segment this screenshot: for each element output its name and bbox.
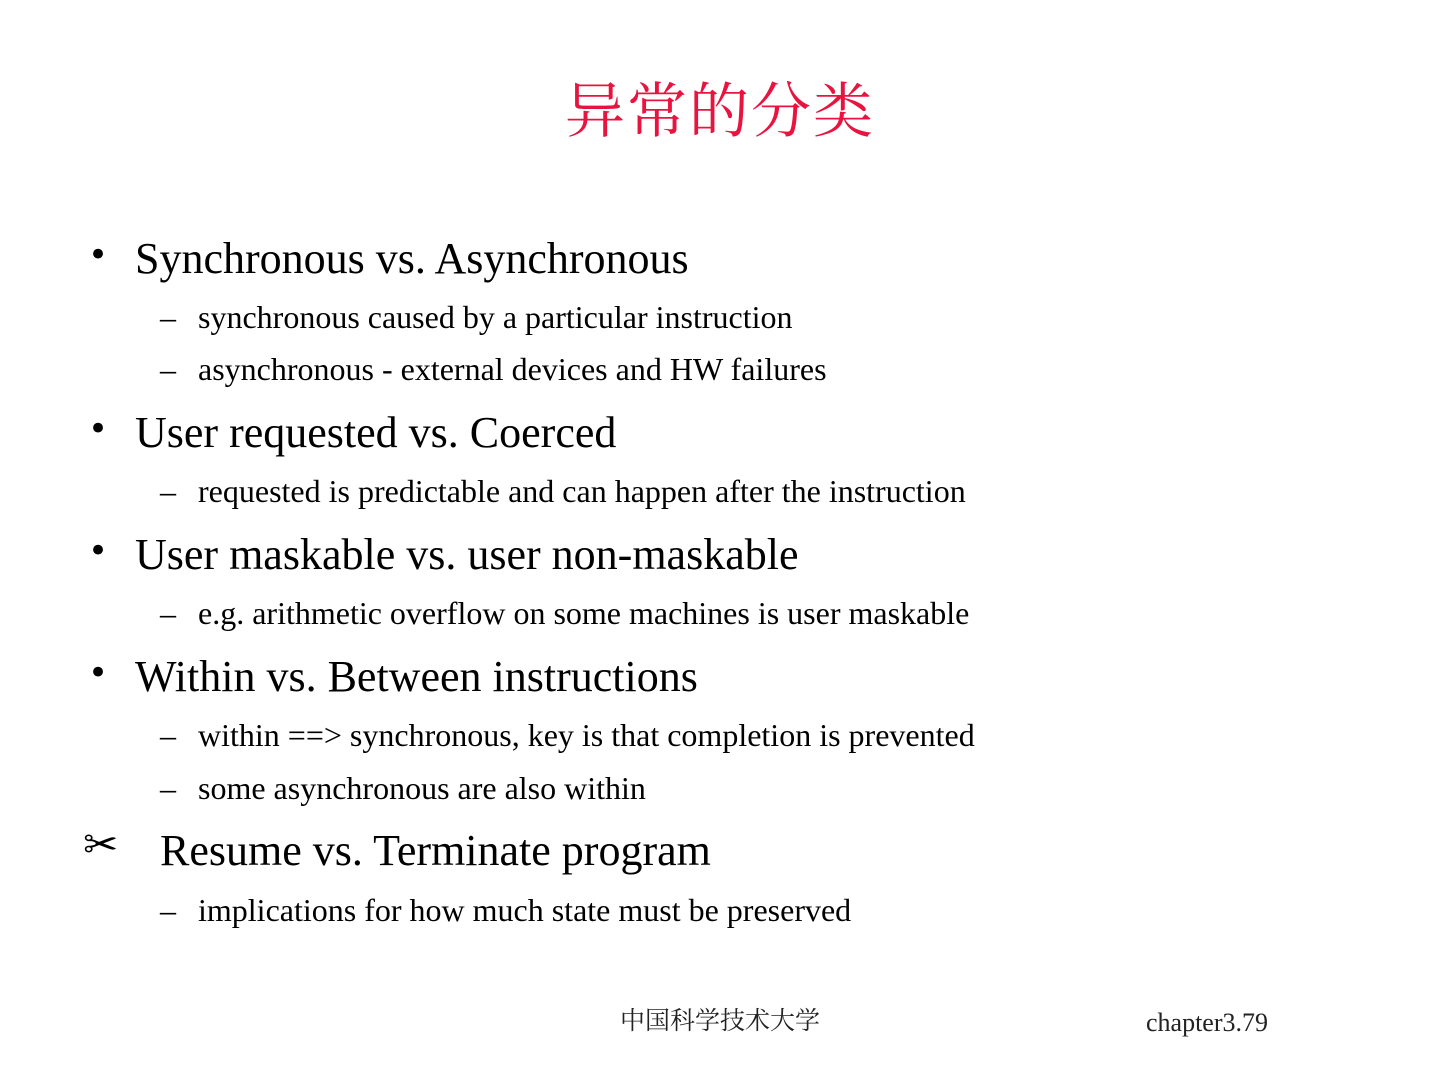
sub-bullet-text: e.g. arithmetic overflow on some machines is user maskable (198, 595, 970, 631)
bullet-text: User maskable vs. user non-maskable (135, 530, 799, 579)
dash-icon: – (160, 770, 176, 806)
bullet-dot-icon: • (88, 235, 109, 275)
bullet-text: Synchronous vs. Asynchronous (135, 234, 689, 283)
bullet-dot-icon: • (88, 409, 109, 449)
dash-icon: – (160, 595, 176, 631)
sub-bullet-text: within ==> synchronous, key is that completion is prevented (198, 717, 975, 753)
bullet-text: Resume vs. Terminate program (160, 826, 711, 875)
sub-bullet-text: requested is predictable and can happen after the instruction (198, 473, 966, 509)
dash-icon: – (160, 717, 176, 753)
sub-bullet-text: some asynchronous are also within (198, 770, 646, 806)
bullet-text: User requested vs. Coerced (135, 408, 617, 457)
bullet-dot-icon: • (88, 531, 109, 571)
dash-icon: – (160, 473, 176, 509)
slide-title: 异常的分类 (565, 77, 875, 147)
dash-icon: – (160, 892, 176, 928)
sub-bullet-text: asynchronous - external devices and HW failures (198, 351, 827, 387)
footer-page-number: chapter3.79 (1145, 1008, 1268, 1037)
scissors-icon: ✂ (83, 822, 119, 868)
sub-bullet-text: implications for how much state must be preserved (198, 892, 852, 928)
bullet-dot-icon: • (88, 653, 109, 693)
bullet-text: Within vs. Between instructions (135, 652, 698, 701)
sub-bullet-text: synchronous caused by a particular instruction (198, 299, 793, 335)
dash-icon: – (160, 351, 176, 387)
footer-institution: 中国科学技术大学 (619, 1006, 820, 1035)
dash-icon: – (160, 299, 176, 335)
